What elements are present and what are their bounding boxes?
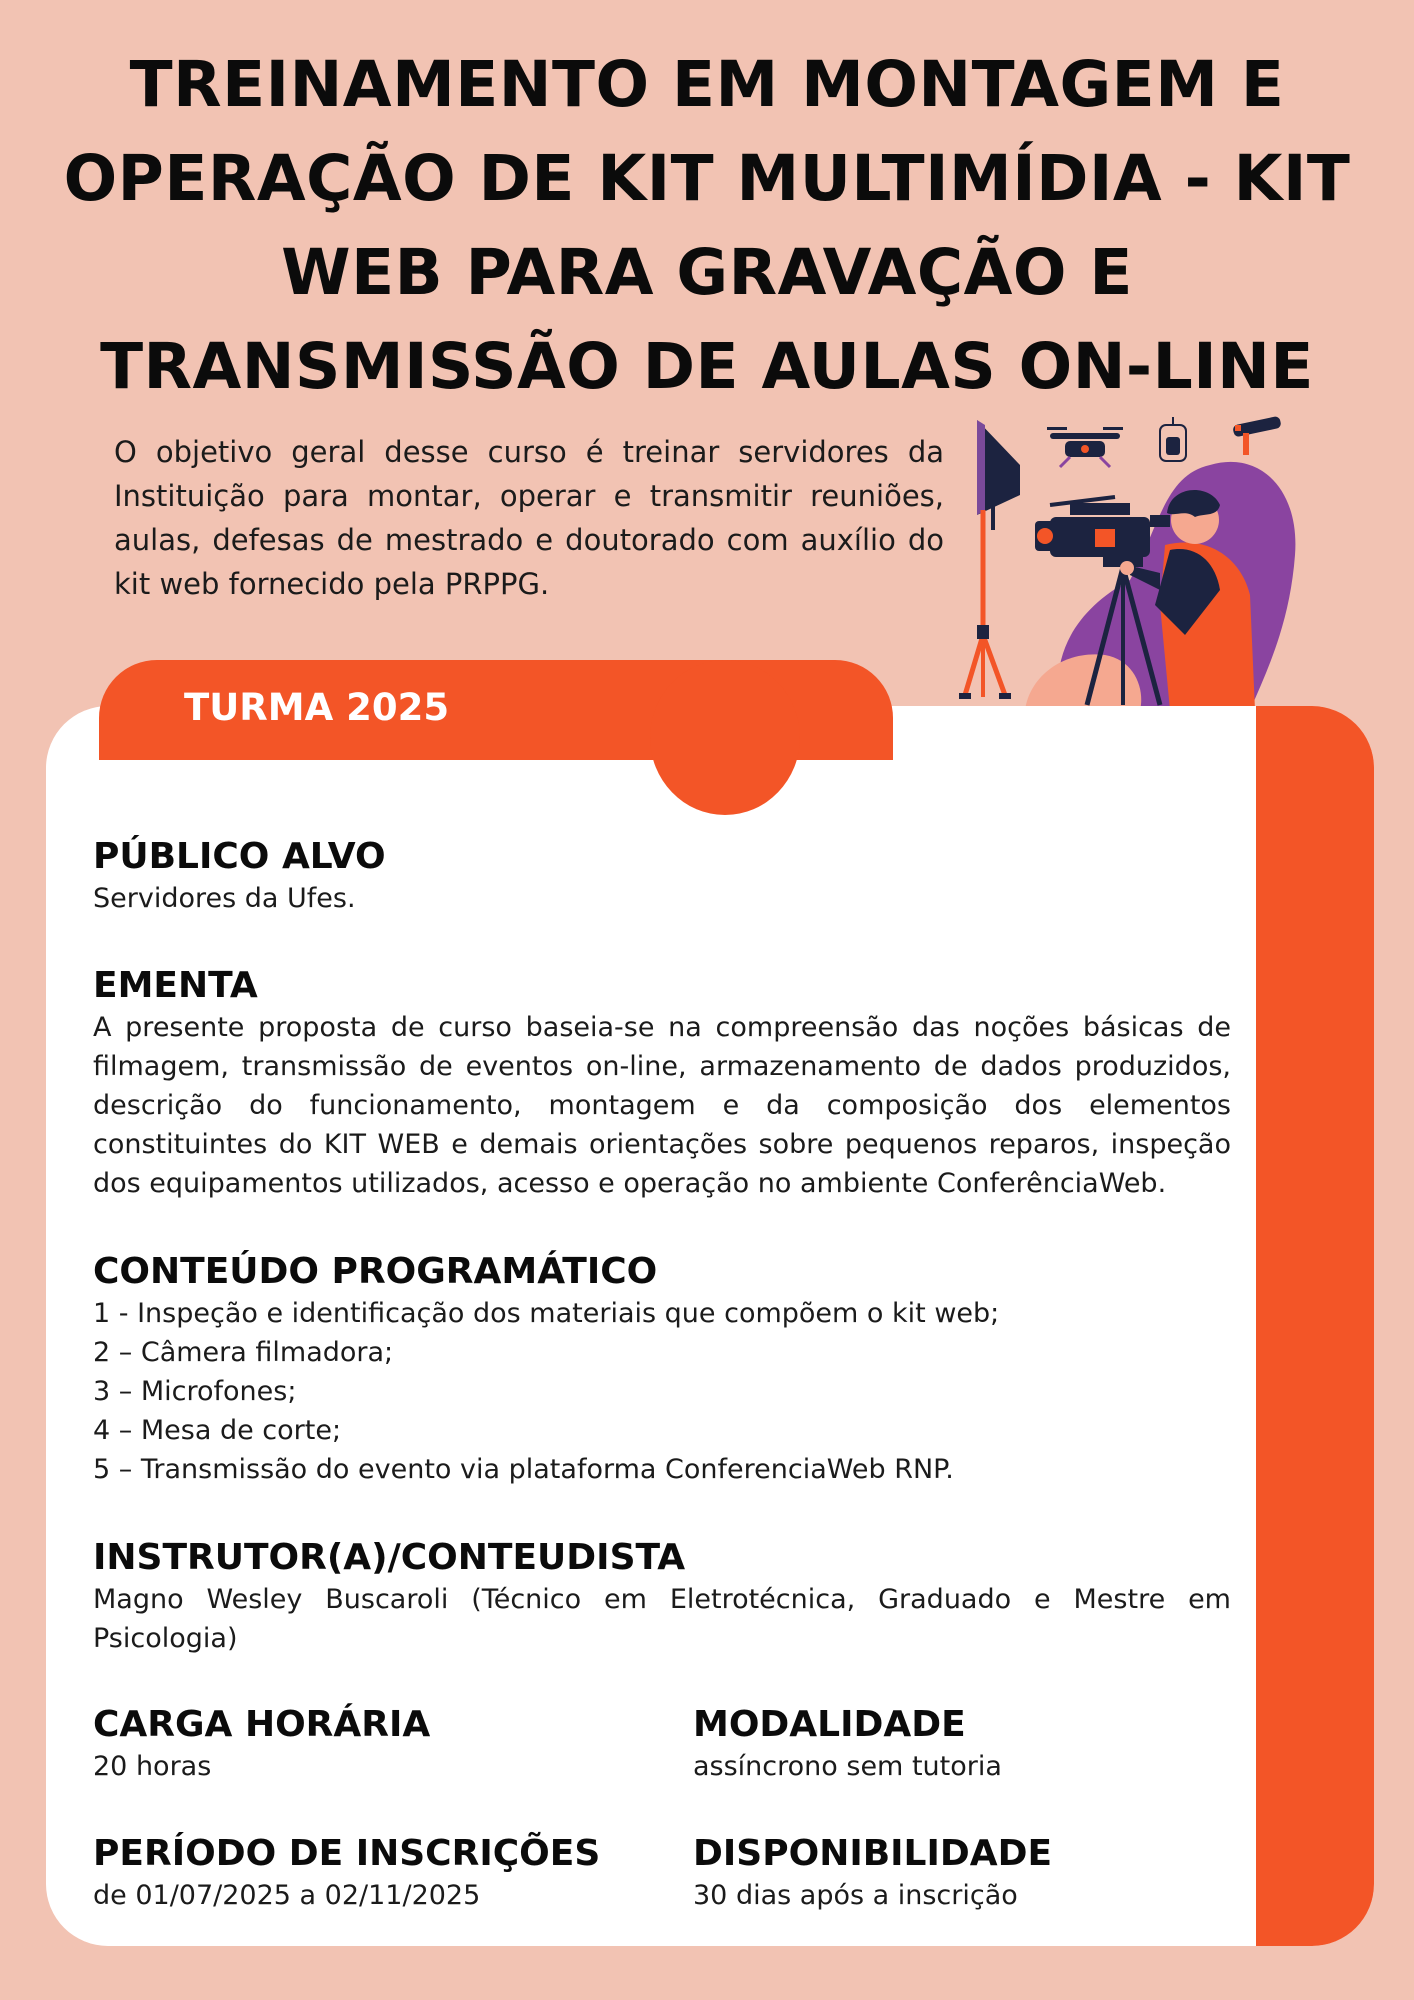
section-heading: DISPONIBILIDADE <box>693 1833 1053 1874</box>
section-heading: EMENTA <box>93 965 258 1006</box>
section-conteudo-programatico <box>93 1250 1231 1489</box>
section-heading: INSTRUTOR(A)/CONTEUDISTA <box>93 1537 686 1578</box>
section-heading: PÚBLICO ALVO <box>93 836 386 877</box>
page-title: TREINAMENTO EM MONTAGEM E OPERAÇÃO DE KIT MULTIMÍDIA - KIT WEB PARA GRAVAÇÃO E TRANSMISSÃO DE AULAS ON-LINE <box>63 48 1351 403</box>
shotgun-mic-icon <box>1232 416 1281 455</box>
section-disponibilidade <box>693 1832 1253 1915</box>
drone-icon <box>1047 427 1123 467</box>
section-heading: MODALIDADE <box>693 1704 966 1745</box>
section-text: de 01/07/2025 a 02/11/2025 <box>93 1880 481 1911</box>
section-periodo-inscricoes <box>93 1832 653 1915</box>
section-ementa <box>93 964 1231 1203</box>
section-heading: PERÍODO DE INSCRIÇÕES <box>93 1833 601 1874</box>
section-instrutor <box>93 1536 1231 1658</box>
list-item: 2 – Câmera filmadora; <box>93 1337 394 1368</box>
list-item: 4 – Mesa de corte; <box>93 1415 342 1446</box>
section-carga-horaria <box>93 1703 653 1786</box>
section-publico-alvo <box>93 835 1231 918</box>
card-accent-stripe <box>1256 706 1374 1946</box>
class-tab-bump <box>650 660 800 815</box>
class-tab-label: TURMA 2025 <box>184 686 450 729</box>
section-text: assíncrono sem tutoria <box>693 1751 1002 1782</box>
section-modalidade <box>693 1703 1253 1786</box>
camera-operator-illustration <box>955 405 1305 710</box>
content-list <box>93 1294 1231 1489</box>
list-item: 1 - Inspeção e identificação dos materiais que compõem o kit web; <box>93 1298 1000 1329</box>
section-heading: CONTEÚDO PROGRAMÁTICO <box>93 1251 658 1292</box>
list-item: 5 – Transmissão do evento via plataforma ConferenciaWeb RNP. <box>93 1454 954 1485</box>
section-text: 20 horas <box>93 1751 212 1782</box>
microphone-pack-icon <box>1160 417 1186 461</box>
softbox-light-icon <box>959 420 1020 699</box>
list-item: 3 – Microfones; <box>93 1376 297 1407</box>
section-text: 30 dias após a inscrição <box>693 1880 1018 1911</box>
section-text: Servidores da Ufes. <box>93 883 356 914</box>
section-text: Magno Wesley Buscaroli (Técnico em Eletrotécnica, Graduado e Mestre em Psicologia) <box>93 1584 1231 1654</box>
video-camera-icon <box>1035 497 1150 557</box>
intro-text: O objetivo geral desse curso é treinar servidores da Instituição para montar, operar e transmitir reuniões, aulas, defesas de mestrado e doutorado com auxílio do kit web fornecido pela PRPPG. <box>114 435 944 601</box>
section-heading: CARGA HORÁRIA <box>93 1704 431 1745</box>
section-text: A presente proposta de curso baseia-se na compreensão das noções básicas de filmagem, transmissão de eventos on-line, armazenamento de dados produzidos, descrição do funcionamento, montagem e da composição dos elementos constituintes do KIT WEB e demais orientações sobre pequenos reparos, inspeção dos equipamentos utilizados, acesso e operação no ambiente ConferênciaWeb. <box>93 1012 1231 1199</box>
